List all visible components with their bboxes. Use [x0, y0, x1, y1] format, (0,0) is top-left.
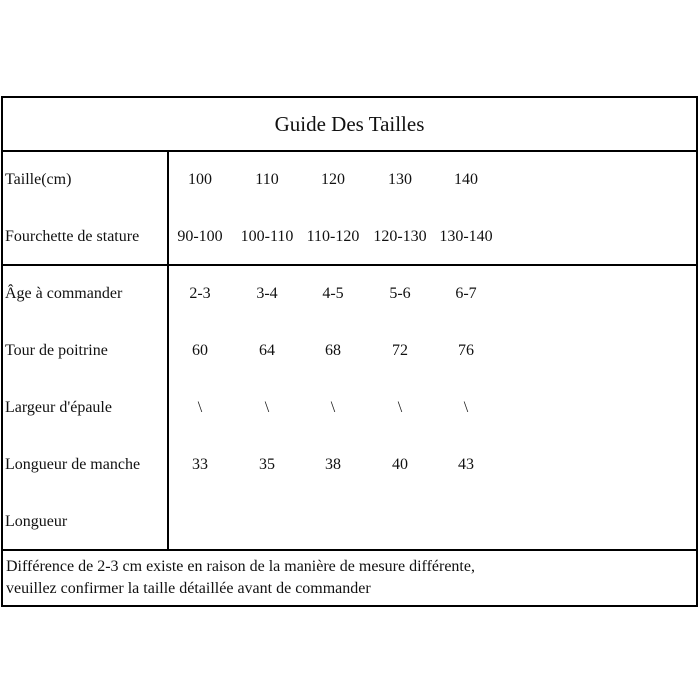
table-cell: 6-7	[455, 284, 477, 302]
table-title: Guide Des Tailles	[274, 111, 425, 136]
table-cell: 33	[192, 455, 208, 473]
size-note	[6, 556, 696, 600]
row-label: Tour de poitrine	[5, 341, 108, 359]
table-cell: \	[463, 398, 469, 416]
table-cell: 64	[259, 341, 275, 359]
row-label: Âge à commander	[5, 284, 123, 302]
table-cell: 60	[192, 341, 208, 359]
table-row	[3, 322, 696, 379]
table-cell: 100	[188, 170, 212, 188]
table-cell: 120	[321, 170, 345, 188]
table-cell: \	[264, 398, 270, 416]
table-cell: 130-140	[439, 227, 493, 245]
table-cell: 90-100	[177, 227, 223, 245]
table-row	[3, 151, 696, 208]
table-cell: 68	[325, 341, 341, 359]
size-note-line-2: veuillez confirmer la taille détaillée avant de commander	[6, 580, 371, 597]
row-label: Longueur	[5, 512, 68, 530]
table-row	[3, 493, 696, 550]
table-cell: 110-120	[306, 227, 360, 245]
table-row	[3, 436, 696, 493]
size-note-line-1: Différence de 2-3 cm existe en raison de la manière de mesure différente,	[6, 558, 475, 575]
table-cell: \	[397, 398, 403, 416]
table-cell	[167, 493, 233, 550]
row-label: Longueur de manche	[5, 455, 141, 473]
table-cell: 35	[259, 455, 275, 473]
table-cell: 2-3	[189, 284, 211, 302]
table-cell	[234, 493, 300, 550]
table-cell	[300, 493, 366, 550]
row-label: Largeur d'épaule	[5, 398, 112, 416]
table-cell: 43	[458, 455, 474, 473]
table-cell	[367, 493, 433, 550]
table-cell: 3-4	[256, 284, 278, 302]
table-cell	[433, 493, 499, 550]
table-cell: 76	[458, 341, 474, 359]
table-cell: 100-110	[240, 227, 294, 245]
table-cell: 110	[255, 170, 279, 188]
table-row	[3, 379, 696, 436]
size-guide-table	[1, 96, 698, 607]
row-label: Taille(cm)	[5, 170, 72, 188]
table-cell: 130	[388, 170, 412, 188]
table-cell: 72	[392, 341, 408, 359]
table-cell: 5-6	[389, 284, 411, 302]
table-cell: 38	[325, 455, 341, 473]
table-cell: 140	[454, 170, 478, 188]
table-row	[3, 208, 696, 265]
table-row	[3, 265, 696, 322]
table-cell: 120-130	[373, 227, 427, 245]
table-cell: \	[330, 398, 336, 416]
table-cell: \	[197, 398, 203, 416]
row-label: Fourchette de stature	[5, 227, 140, 245]
table-cell: 4-5	[322, 284, 344, 302]
table-cell: 40	[392, 455, 408, 473]
